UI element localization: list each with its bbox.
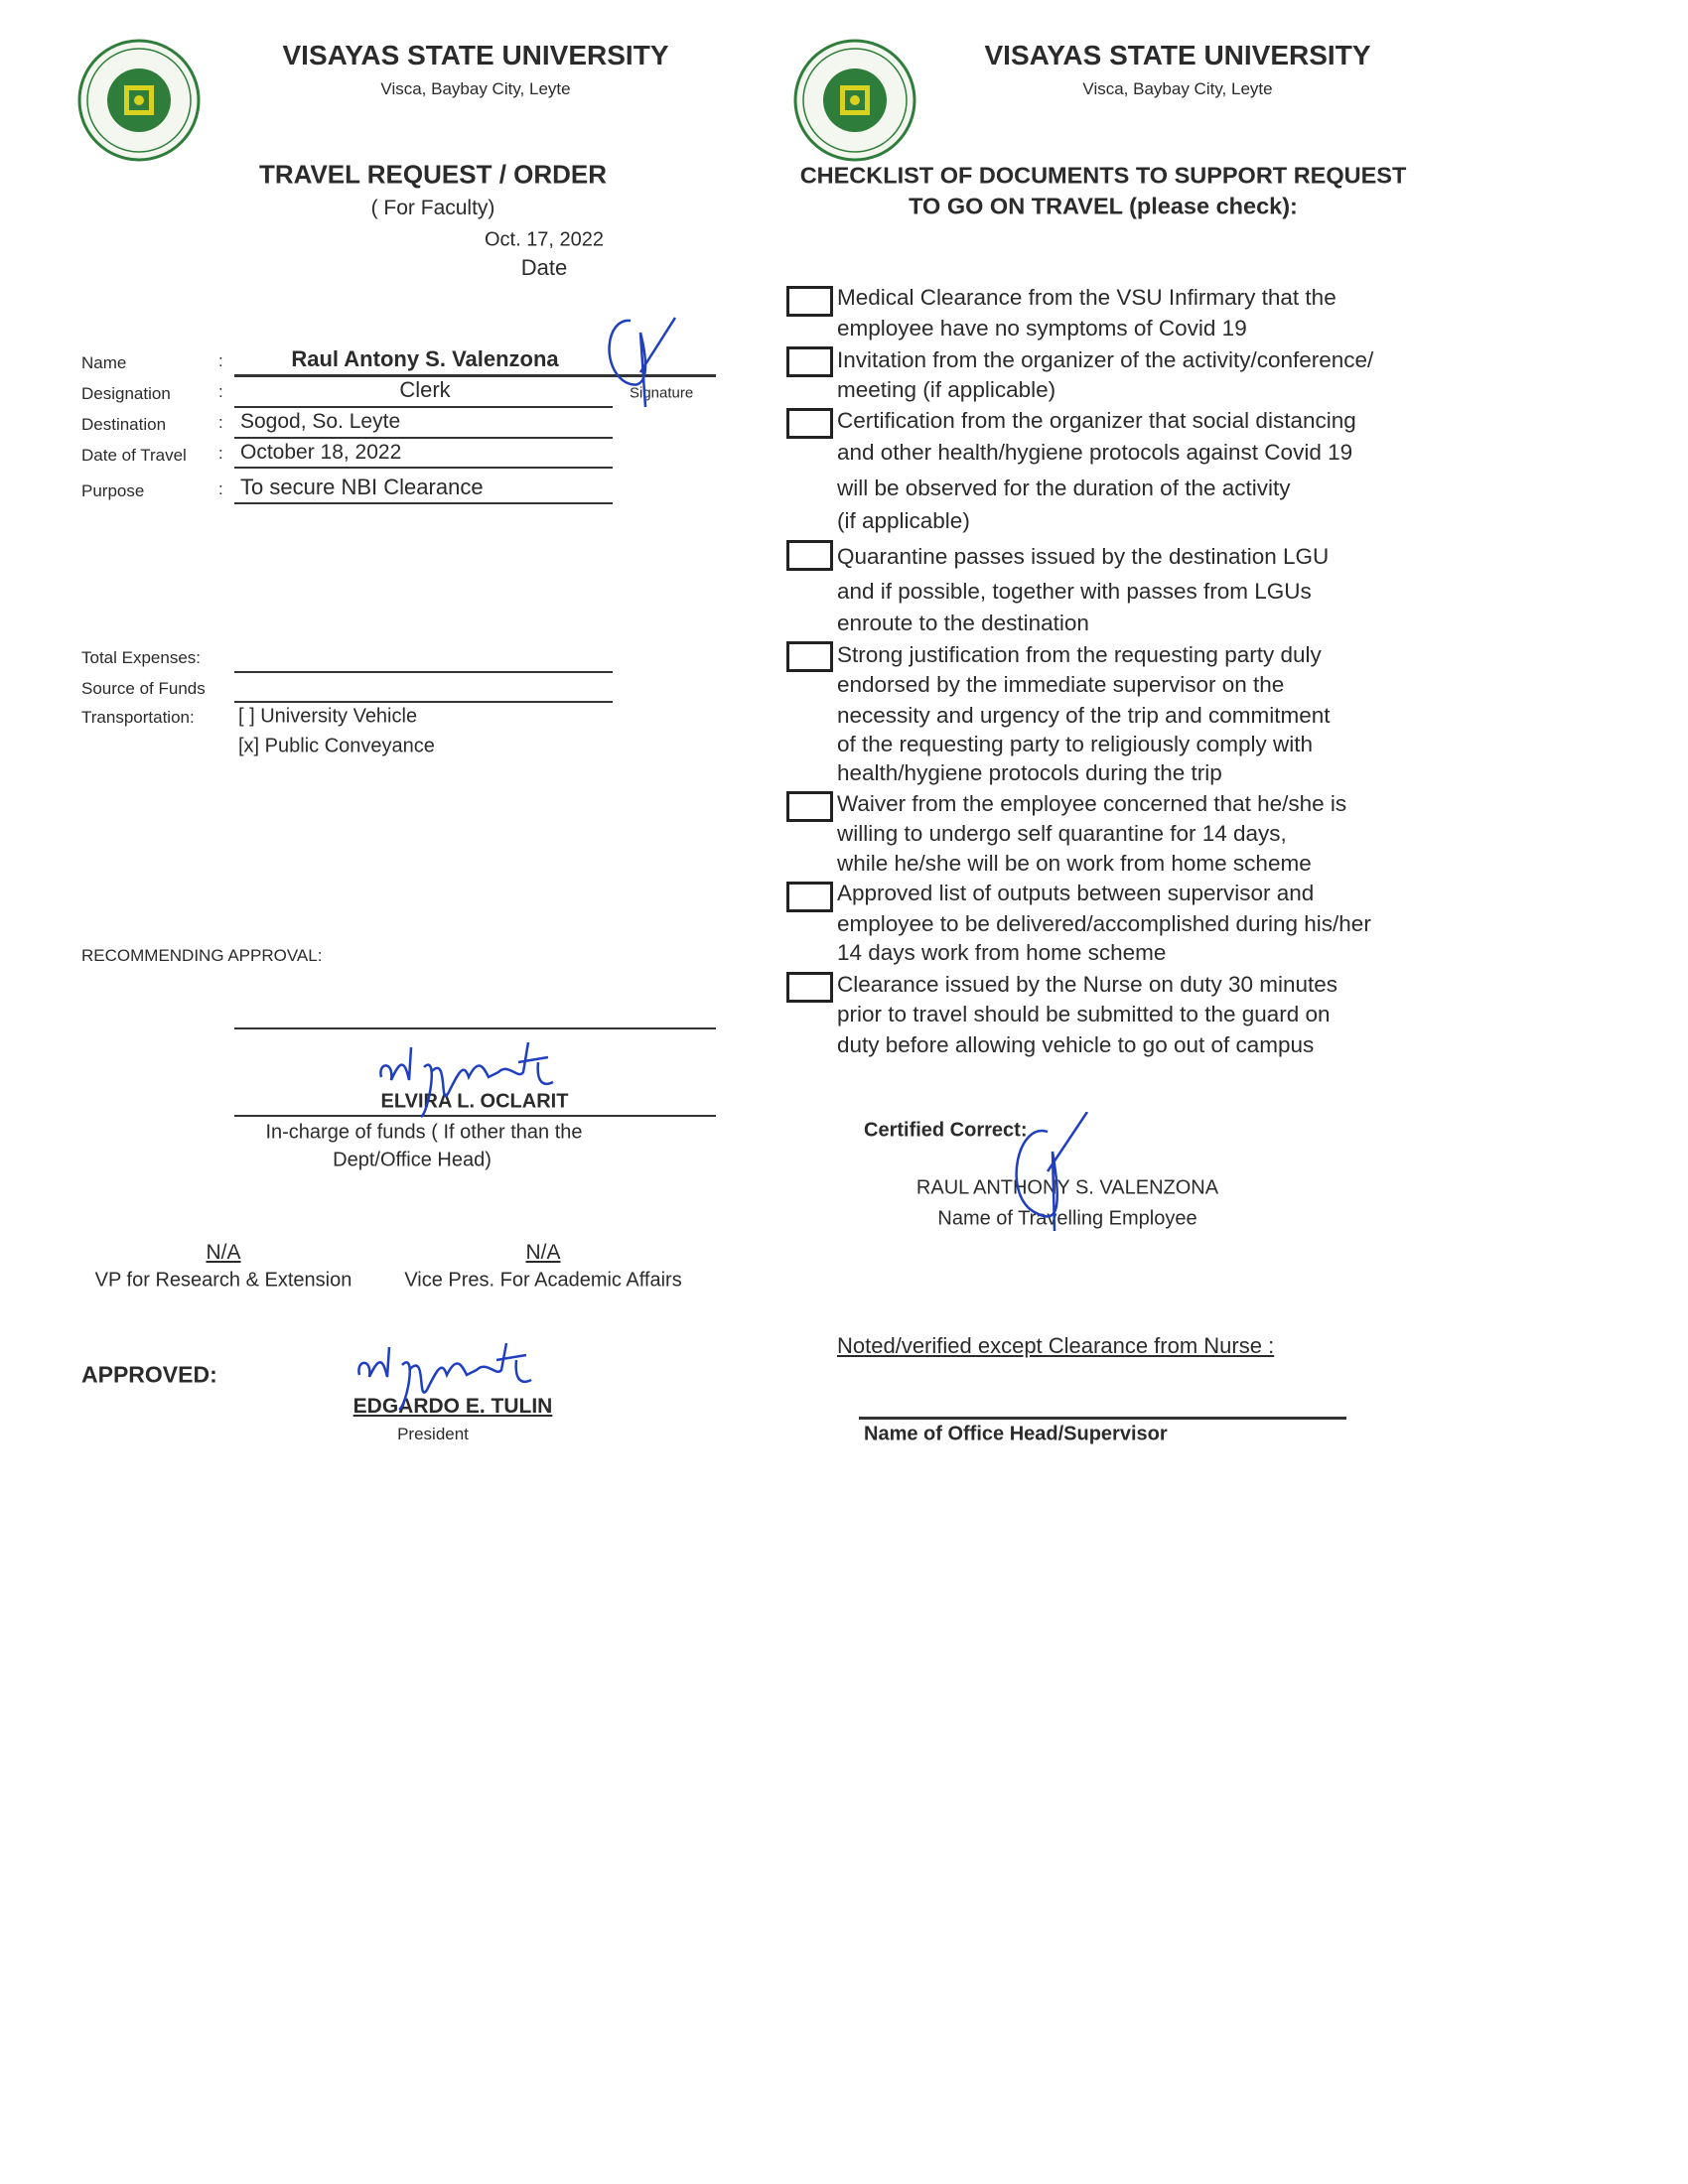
- checklist-checkbox[interactable]: [786, 882, 833, 912]
- source-of-funds-label: Source of Funds: [81, 679, 206, 698]
- purpose-value: To secure NBI Clearance: [240, 475, 484, 499]
- president-name: EDGARDO E. TULIN: [352, 1395, 553, 1418]
- name-label: Name: [81, 353, 127, 372]
- checklist-checkbox[interactable]: [786, 408, 833, 439]
- date-of-travel-underline: [234, 467, 613, 469]
- checklist-item-text: prior to travel should be submitted to the guard on: [837, 1002, 1331, 1026]
- checklist-item-text: will be observed for the duration of the activity: [837, 476, 1291, 500]
- date-of-travel-value: October 18, 2022: [240, 441, 402, 464]
- transportation-label: Transportation:: [81, 708, 195, 727]
- purpose-underline: [234, 502, 613, 504]
- source-of-funds-underline: [234, 701, 613, 703]
- checklist-item-text: health/hygiene protocols during the trip: [837, 760, 1222, 785]
- supervisor-caption: Name of Office Head/Supervisor: [864, 1423, 1168, 1445]
- colon: :: [218, 479, 223, 498]
- vp-academic-value: N/A: [525, 1241, 561, 1264]
- checklist-item-text: of the requesting party to religiously comply with: [837, 732, 1313, 756]
- checklist-item-text: Certification from the organizer that social distancing: [837, 408, 1356, 433]
- destination-value: Sogod, So. Leyte: [240, 410, 401, 433]
- total-expenses-underline: [234, 671, 613, 673]
- funds-incharge-name: ELVIRA L. OCLARIT: [380, 1090, 569, 1113]
- checklist-item-text: meeting (if applicable): [837, 377, 1056, 402]
- president-title: President: [397, 1425, 469, 1443]
- checklist-item-text: (if applicable): [837, 508, 970, 533]
- university-seal-logo: [792, 38, 917, 163]
- checklist-item-text: necessity and urgency of the trip and commitment: [837, 703, 1331, 728]
- employee-caption: Name of Travelling Employee: [937, 1207, 1197, 1230]
- colon: :: [218, 444, 223, 463]
- signature-label: Signature: [630, 384, 694, 402]
- checklist-checkbox[interactable]: [786, 346, 833, 377]
- university-seal-logo: [76, 38, 202, 163]
- designation-label: Designation: [81, 384, 171, 403]
- checklist-item-text: endorsed by the immediate supervisor on the: [837, 672, 1285, 697]
- form-subtitle: ( For Faculty): [370, 197, 495, 219]
- checklist-item-text: Strong justification from the requesting party duly: [837, 642, 1322, 667]
- funds-incharge-line: [234, 1115, 716, 1117]
- transport-option-public-conveyance[interactable]: [x] Public Conveyance: [238, 735, 435, 757]
- form-title: TRAVEL REQUEST / ORDER: [258, 159, 608, 190]
- purpose-label: Purpose: [81, 481, 145, 500]
- funds-incharge-title-1: In-charge of funds ( If other than the: [265, 1121, 583, 1144]
- checklist-item-text: employee to be delivered/accomplished during his/her: [837, 911, 1371, 936]
- university-name: VISAYAS STATE UNIVERSITY: [984, 40, 1371, 70]
- employee-name: RAUL ANTHONY S. VALENZONA: [915, 1176, 1219, 1199]
- certified-correct-label: Certified Correct:: [864, 1119, 1028, 1142]
- checklist-item-text: Medical Clearance from the VSU Infirmary that the: [837, 285, 1336, 310]
- vp-research-value: N/A: [206, 1241, 241, 1264]
- recommending-approval-label: RECOMMENDING APPROVAL:: [81, 946, 323, 965]
- checklist-title-line-2: TO GO ON TRAVEL (please check):: [909, 193, 1298, 219]
- colon: :: [218, 351, 223, 370]
- checklist-item-text: enroute to the destination: [837, 611, 1089, 635]
- university-address: Visca, Baybay City, Leyte: [1082, 79, 1273, 98]
- university-address: Visca, Baybay City, Leyte: [380, 79, 571, 98]
- checklist-checkbox[interactable]: [786, 791, 833, 822]
- destination-label: Destination: [81, 415, 167, 434]
- vp-research-label: VP for Research & Extension: [94, 1269, 352, 1292]
- checklist-item-text: 14 days work from home scheme: [837, 940, 1167, 965]
- checklist-checkbox[interactable]: [786, 972, 833, 1003]
- total-expenses-label: Total Expenses:: [81, 648, 202, 667]
- checklist-item-text: Invitation from the organizer of the activity/conference/: [837, 347, 1374, 372]
- university-name: VISAYAS STATE UNIVERSITY: [282, 40, 669, 70]
- recommending-signature-line: [234, 1027, 716, 1029]
- checklist-checkbox[interactable]: [786, 540, 833, 571]
- checklist-item-text: Clearance issued by the Nurse on duty 30 minutes: [837, 972, 1338, 997]
- checklist-item-text: and other health/hygiene protocols against Covid 19: [837, 440, 1353, 465]
- checklist-item-text: while he/she will be on work from home scheme: [837, 851, 1312, 876]
- checklist-item-text: duty before allowing vehicle to go out of campus: [837, 1032, 1315, 1057]
- checklist-title-line-1: CHECKLIST OF DOCUMENTS TO SUPPORT REQUEST: [799, 162, 1407, 189]
- supervisor-signature-line: [859, 1417, 1346, 1420]
- date-value: Oct. 17, 2022: [484, 228, 605, 251]
- colon: :: [218, 413, 223, 432]
- transport-option-university-vehicle[interactable]: [ ] University Vehicle: [238, 705, 418, 728]
- name-value: Raul Antony S. Valenzona: [291, 346, 559, 371]
- checklist-item-text: Waiver from the employee concerned that he/she is: [837, 791, 1347, 816]
- checklist-item-text: and if possible, together with passes from LGUs: [837, 579, 1312, 604]
- designation-underline: [234, 406, 613, 408]
- noted-verified-label: Noted/verified except Clearance from Nurse :: [837, 1333, 1275, 1358]
- designation-value: Clerk: [399, 377, 451, 402]
- checklist-item-text: Quarantine passes issued by the destination LGU: [837, 544, 1330, 569]
- destination-underline: [234, 437, 613, 439]
- checklist-item-text: willing to undergo self quarantine for 14 days,: [837, 821, 1287, 846]
- name-underline: [234, 374, 716, 377]
- checklist-checkbox[interactable]: [786, 286, 833, 317]
- funds-incharge-title-2: Dept/Office Head): [333, 1149, 492, 1171]
- checklist-checkbox[interactable]: [786, 641, 833, 672]
- colon: :: [218, 382, 223, 401]
- approved-label: APPROVED:: [81, 1361, 217, 1388]
- checklist-item-text: Approved list of outputs between supervisor and: [837, 881, 1315, 905]
- date-label: Date: [520, 255, 568, 280]
- date-of-travel-label: Date of Travel: [81, 446, 187, 465]
- checklist-item-text: employee have no symptoms of Covid 19: [837, 316, 1247, 341]
- vp-academic-label: Vice Pres. For Academic Affairs: [404, 1269, 682, 1292]
